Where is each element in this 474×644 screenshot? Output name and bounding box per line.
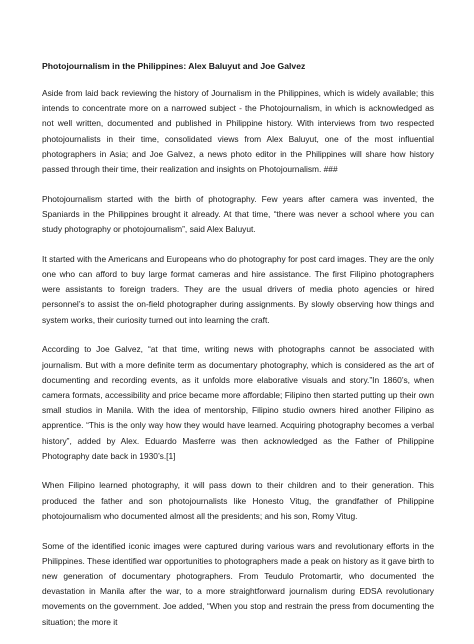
document-title: Photojournalism in the Philippines: Alex Baluyut and Joe Galvez (42, 61, 306, 71)
paragraph-americans-europeans: It started with the Americans and Europeans who do photography for post card images. They are the only one who can afford to buy large format cameras and hire assistance. The first Filipino photographers were assistants to foreign traders. They are the usual drivers of media photo agencies or hired personnel’s to assist the on-field photographer during assignments. By slowly observing how things and system works, their curiosity turned out into learning the craft. (42, 253, 434, 325)
paragraph-generations: When Filipino learned photography, it will pass down to their children and to their generation. This produced the father and son photojournalists like Honesto Vitug, the grandfather of Philippine photojournalism who documented almost all the presidents; and his son, Romy Vitug. (42, 480, 434, 521)
document-page (42, 60, 434, 644)
paragraph-intro: Aside from laid back reviewing the history of Journalism in the Philippines, which is widely available; this intends to concentrate more on a narrowed subject - the Photojournalism, in which is acknowledged as not well written, documented and published in Philippine history. With interviews from two respected photojournalists in their time, consolidated views from Alex Baluyut, one of the most influential photographers in Asia; and Joe Galvez, a news photo editor in the Philippines will share how history passed through their time, their realization and insights on Photojournalism. ### (42, 88, 434, 175)
paragraph-iconic-images: Some of the identified iconic images were captured during various wars and revolutionary efforts in the Philippines. These identified war opportunities to photographers made a peak on history as it gave birth to new generation of documentary photographers. From Teudulo Protomartir, who documented the devastation in Manila after the war, to a more straightforward journalism during EDSA revolutionary movements on the government. Joe added, “When you stop and restrain the press from documenting the situation; the more it (42, 540, 434, 627)
paragraph-joe-galvez-quote: According to Joe Galvez, “at that time, writing news with photographs cannot be associated with journalism. But with a more definite term as documentary photography, which is considered as the art of documenting and recording events, as it unfolds more elaborative visuals and story.”In 1860’s, when camera formats, accessibility and price became more affordable; Filipino then started putting up their own small studios in Manila. With the idea of mentorship, Filipino studio owners hired another Filipino as apprentice. “This is the only way how they would have learned. Acquiring photography becomes a verbal history”, added by Alex. Eduardo Masferre was then acknowledged as the Father of Philippine Photography date back in 1930’s.[1] (42, 344, 434, 461)
paragraph-birth-of-photography: Photojournalism started with the birth of photography. Few years after camera was invented, the Spaniards in the Philippines brought it already. At that time, “there was never a school where you can study photography or photojournalism”, said Alex Baluyut. (42, 193, 434, 235)
